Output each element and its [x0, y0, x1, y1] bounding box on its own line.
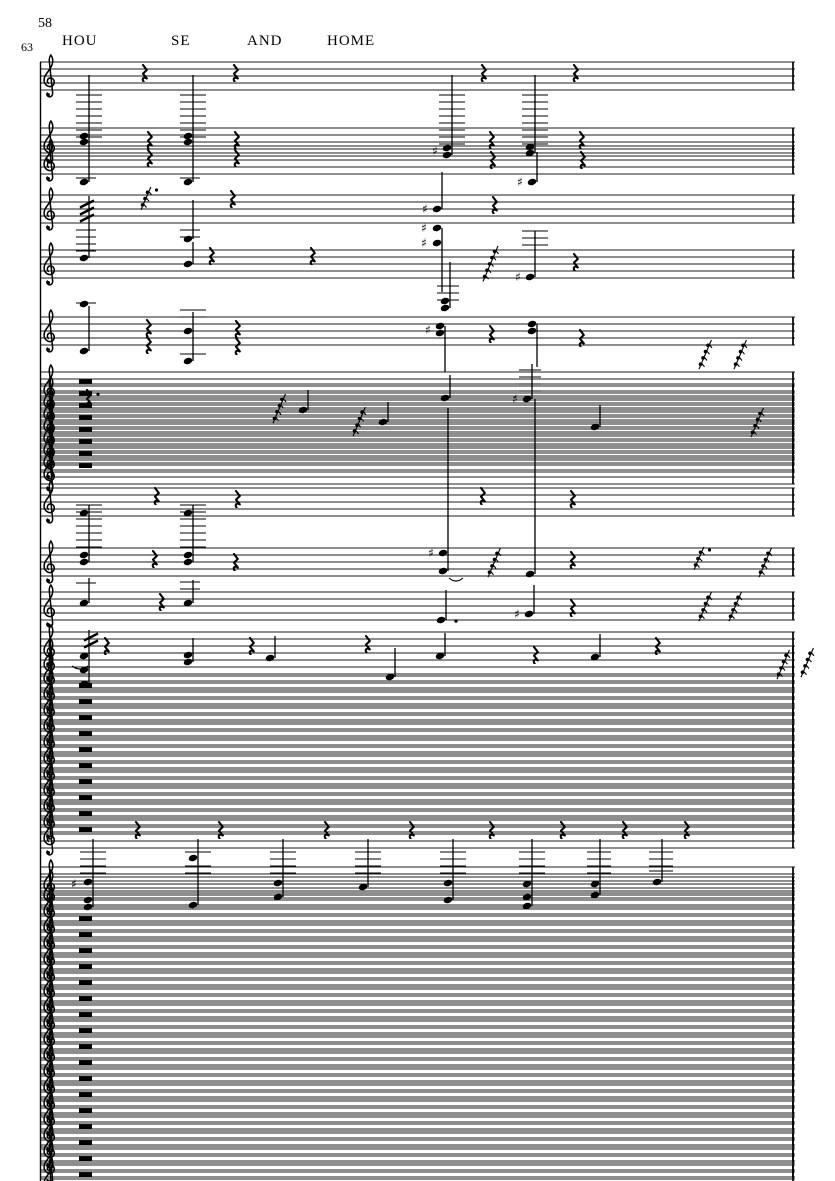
note-head: [183, 178, 193, 187]
note-column: [183, 242, 193, 268]
note-column: [649, 839, 673, 886]
note-head: [438, 549, 448, 558]
note-column: [425, 322, 445, 372]
mini-rest-hook: [697, 564, 700, 567]
quarter-rest-icon: [147, 320, 151, 337]
lyric-syllable: HOU: [62, 33, 98, 49]
staff: [40, 934, 795, 976]
sixteenth-rest-run-icon: [694, 547, 711, 570]
staff: [40, 1142, 795, 1181]
note-column: [436, 590, 458, 624]
whole-rest-icon: [79, 1061, 92, 1066]
mini-rest-hook: [704, 357, 707, 360]
sharp-icon: ♯: [425, 323, 431, 338]
note-column: [355, 839, 381, 891]
mini-rest-hook: [782, 667, 785, 670]
whole-rest-icon: [79, 452, 92, 457]
staff: [40, 781, 795, 823]
whole-rest-icon: [79, 1141, 92, 1146]
staff: [40, 998, 795, 1040]
whole-rest-icon: [79, 796, 92, 801]
quarter-rest-icon: [219, 822, 223, 839]
note-column: [527, 320, 537, 367]
mini-rest-hook: [787, 655, 790, 658]
whole-rest-icon: [79, 965, 92, 970]
note-head: [378, 418, 388, 427]
note-column: [180, 580, 200, 607]
sharp-icon: ♯: [421, 236, 427, 251]
note-head: [525, 570, 535, 579]
staff: [40, 121, 795, 163]
mini-rest-hook: [361, 418, 364, 421]
staff: [40, 860, 795, 902]
whole-rest-icon: [79, 428, 92, 433]
quarter-rest-icon: [311, 248, 315, 265]
staff: [40, 749, 795, 791]
note-head: [525, 273, 535, 282]
note-column: [590, 634, 600, 661]
note-head: [183, 138, 193, 147]
quarter-rest-icon: [574, 65, 578, 82]
sharp-icon: ♯: [432, 144, 438, 159]
quarter-rest-icon: [571, 600, 575, 617]
quarter-rest-icon: [231, 191, 235, 208]
quarter-rest-icon: [561, 822, 565, 839]
whole-rest-icon: [79, 732, 92, 737]
mini-rest-hook: [486, 276, 489, 279]
mini-rest-hook: [146, 198, 149, 201]
staff: [40, 365, 795, 407]
quarter-rest-icon: [153, 551, 157, 568]
measure-number: 63: [21, 40, 33, 54]
note-head: [432, 239, 442, 248]
sharp-icon: ♯: [517, 175, 523, 190]
mini-rest-hook: [809, 659, 812, 662]
note-column: [515, 231, 548, 284]
note-head: [443, 879, 453, 888]
staff: [40, 55, 795, 97]
staff: [40, 401, 795, 443]
staff: [40, 310, 795, 352]
augmentation-dot: [708, 548, 711, 551]
note-column: [265, 636, 275, 662]
mini-rest-hook: [734, 609, 737, 612]
whole-rest-icon: [79, 748, 92, 753]
staff: [40, 902, 795, 944]
note-head: [435, 329, 445, 338]
quarter-rest-icon: [160, 594, 164, 611]
note-column: [440, 839, 466, 904]
quarter-rest-icon: [482, 65, 486, 82]
note-head: [183, 260, 193, 269]
lyric-syllable: HOME: [327, 33, 376, 49]
staff: [40, 918, 795, 960]
mini-rest-hook: [491, 571, 494, 574]
note-head: [183, 658, 193, 667]
note-head: [183, 651, 193, 660]
note-head: [527, 320, 537, 329]
staff: [40, 413, 795, 455]
staff: [40, 377, 795, 419]
whole-rest-icon: [79, 780, 92, 785]
staff: [40, 1126, 795, 1168]
mini-rest-hook: [704, 609, 707, 612]
whole-rest-icon: [79, 1077, 92, 1082]
staff: [40, 813, 795, 855]
sixteenth-rest-run-icon: [734, 340, 747, 369]
note-head: [79, 347, 89, 356]
sixteenth-rest-run-icon: [801, 648, 814, 677]
mini-rest-hook: [732, 615, 735, 618]
note-head: [183, 235, 193, 244]
mini-rest-hook: [742, 351, 745, 354]
note-head: [79, 300, 89, 309]
quarter-rest-icon: [571, 491, 575, 508]
staff: [40, 1014, 795, 1056]
tie-curve: [449, 578, 463, 581]
mini-rest-hook: [762, 571, 765, 574]
note-column: [514, 585, 534, 621]
mini-rest-hook: [737, 363, 740, 366]
staff: [40, 669, 795, 711]
staff: [40, 733, 795, 775]
staff: [40, 1062, 795, 1104]
whole-rest-icon: [79, 981, 92, 986]
augmentation-dot: [96, 392, 99, 395]
mini-rest-hook: [739, 357, 742, 360]
page-number: 58: [38, 16, 52, 31]
whole-rest-icon: [79, 764, 92, 769]
note-head: [443, 896, 453, 905]
note-head: [183, 558, 193, 567]
note-head: [652, 878, 662, 887]
note-column: [180, 75, 206, 146]
quarter-rest-icon: [236, 491, 240, 508]
sixteenth-rest-run-icon: [777, 650, 790, 679]
quarter-rest-icon: [571, 552, 575, 569]
note-column: [76, 75, 102, 146]
sharp-icon: ♯: [428, 546, 434, 561]
note-head: [442, 151, 452, 160]
augmentation-dot: [454, 619, 457, 622]
quarter-rest-icon: [685, 822, 689, 839]
staff: [40, 1094, 795, 1136]
mini-rest-hook: [144, 204, 147, 207]
mini-rest-hook: [699, 558, 702, 561]
note-column: [437, 262, 459, 312]
note-column: [438, 553, 448, 575]
staff: [40, 1110, 795, 1152]
staff: [40, 1046, 795, 1088]
staff: [40, 437, 795, 479]
mini-rest-hook: [149, 192, 152, 195]
whole-rest-icon: [79, 997, 92, 1002]
sixteenth-rest-run-icon: [141, 187, 158, 210]
staff: [40, 425, 795, 467]
note-head: [432, 224, 442, 233]
sharp-icon: ♯: [422, 202, 428, 217]
note-head: [183, 327, 193, 336]
whole-rest-icon: [79, 416, 92, 421]
quarter-rest-icon: [234, 65, 238, 82]
note-head: [83, 903, 93, 912]
lyric-syllable: SE: [171, 33, 191, 49]
whole-rest-icon: [79, 917, 92, 922]
mini-rest-hook: [707, 351, 710, 354]
lyric-syllable: AND: [247, 33, 283, 49]
note-head: [79, 551, 89, 560]
note-head: [527, 327, 537, 336]
mini-rest-hook: [702, 363, 705, 366]
note-head: [79, 138, 89, 147]
note-column: [183, 638, 193, 666]
staff: [40, 653, 795, 695]
sharp-icon: ♯: [514, 607, 520, 622]
quarter-rest-icon: [490, 822, 494, 839]
whole-rest-icon: [79, 1093, 92, 1098]
note-head: [440, 304, 450, 313]
mini-rest-hook: [702, 552, 705, 555]
sixteenth-rest-run-icon: [729, 592, 742, 621]
note-column: [378, 402, 388, 426]
whole-rest-icon: [79, 1045, 92, 1050]
mini-rest-hook: [785, 661, 788, 664]
note-column: [76, 196, 96, 262]
sixteenth-rest-run-icon: [699, 592, 712, 621]
staff: [40, 389, 795, 431]
whole-rest-icon: [79, 1157, 92, 1162]
sixteenth-rest-run-icon: [759, 548, 772, 577]
note-head: [273, 879, 283, 888]
note-head: [265, 654, 275, 663]
note-head: [79, 254, 89, 263]
note-head: [79, 178, 89, 187]
whole-rest-icon: [79, 1029, 92, 1034]
quarter-rest-icon: [623, 822, 627, 839]
note-head: [79, 558, 89, 567]
note-head: [83, 896, 93, 905]
mini-rest-hook: [702, 615, 705, 618]
staff: [40, 982, 795, 1024]
staff: [40, 243, 795, 285]
mini-rest-hook: [496, 251, 499, 254]
note-head: [440, 297, 450, 306]
whole-rest-icon: [79, 1173, 92, 1178]
note-column: [522, 75, 548, 157]
whole-rest-icon: [79, 1125, 92, 1130]
note-column: [525, 399, 535, 578]
sharp-icon: ♯: [71, 877, 77, 892]
mini-rest-hook: [493, 565, 496, 568]
whole-rest-icon: [79, 949, 92, 954]
quarter-rest-icon: [493, 197, 497, 214]
mini-rest-hook: [811, 653, 814, 656]
note-head: [524, 610, 534, 619]
whole-rest-icon: [79, 933, 92, 938]
staff: [40, 685, 795, 727]
staff: [40, 541, 795, 583]
note-head: [527, 178, 537, 187]
whole-rest-icon: [79, 380, 92, 385]
whole-rest-icon: [79, 1109, 92, 1114]
quarter-rest-icon: [236, 338, 240, 355]
quarter-rest-icon: [136, 822, 140, 839]
quarter-rest-icon: [534, 647, 538, 664]
staff: [40, 449, 795, 491]
note-head: [183, 357, 193, 366]
staff: [40, 188, 795, 230]
staff: [40, 886, 795, 928]
quarter-rest-icon: [148, 150, 152, 167]
note-head: [83, 878, 93, 887]
quarter-rest-icon: [490, 326, 494, 343]
staff: [40, 950, 795, 992]
quarter-rest-icon: [235, 150, 239, 167]
note-column: [432, 75, 465, 159]
note-head: [438, 567, 448, 576]
sixteenth-rest-run-icon: [699, 340, 712, 369]
note-column: [517, 152, 537, 189]
whole-rest-icon: [79, 700, 92, 705]
note-head: [440, 394, 450, 403]
note-column: [76, 578, 96, 607]
staff: [40, 797, 795, 839]
staff: [40, 585, 795, 627]
note-head: [435, 322, 445, 331]
mini-rest-hook: [806, 665, 809, 668]
staff: [40, 870, 795, 912]
quarter-rest-icon: [210, 248, 214, 265]
whole-rest-icon: [79, 716, 92, 721]
note-head: [188, 854, 198, 863]
note-head: [298, 406, 308, 415]
quarter-rest-icon: [325, 822, 329, 839]
quarter-rest-icon: [366, 636, 370, 653]
whole-rest-icon: [79, 828, 92, 833]
staff: [40, 701, 795, 743]
note-column: [71, 839, 106, 911]
mini-rest-hook: [764, 565, 767, 568]
mini-rest-hook: [804, 671, 807, 674]
sharp-icon: ♯: [515, 270, 521, 285]
quarter-rest-icon: [574, 254, 578, 271]
augmentation-dot: [155, 188, 158, 191]
note-head: [436, 616, 446, 625]
quarter-rest-icon: [143, 65, 147, 82]
staff: [40, 1078, 795, 1120]
staff: [40, 966, 795, 1008]
note-column: [298, 390, 308, 414]
sixteenth-rest-run-icon: [488, 548, 501, 577]
note-column: [76, 300, 96, 356]
note-column: [435, 633, 445, 660]
note-head: [432, 205, 442, 214]
quarter-rest-icon: [410, 822, 414, 839]
sharp-icon: ♯: [421, 221, 427, 236]
sharp-icon: ♯: [512, 392, 518, 407]
staff: [40, 717, 795, 759]
note-column: [180, 505, 206, 566]
note-head: [442, 144, 452, 153]
note-head: [183, 551, 193, 560]
whole-rest-icon: [79, 812, 92, 817]
staff: [40, 481, 795, 523]
staff: [40, 139, 795, 181]
note-column: [422, 172, 442, 216]
whole-rest-icon: [79, 1013, 92, 1018]
staff: [40, 765, 795, 807]
whole-rest-icon: [79, 464, 92, 469]
note-head: [188, 901, 198, 910]
staff: [40, 1030, 795, 1072]
quarter-rest-icon: [236, 321, 240, 338]
whole-rest-icon: [79, 440, 92, 445]
note-column: [76, 505, 102, 566]
note-column: [180, 200, 200, 243]
note-column: [590, 405, 600, 431]
